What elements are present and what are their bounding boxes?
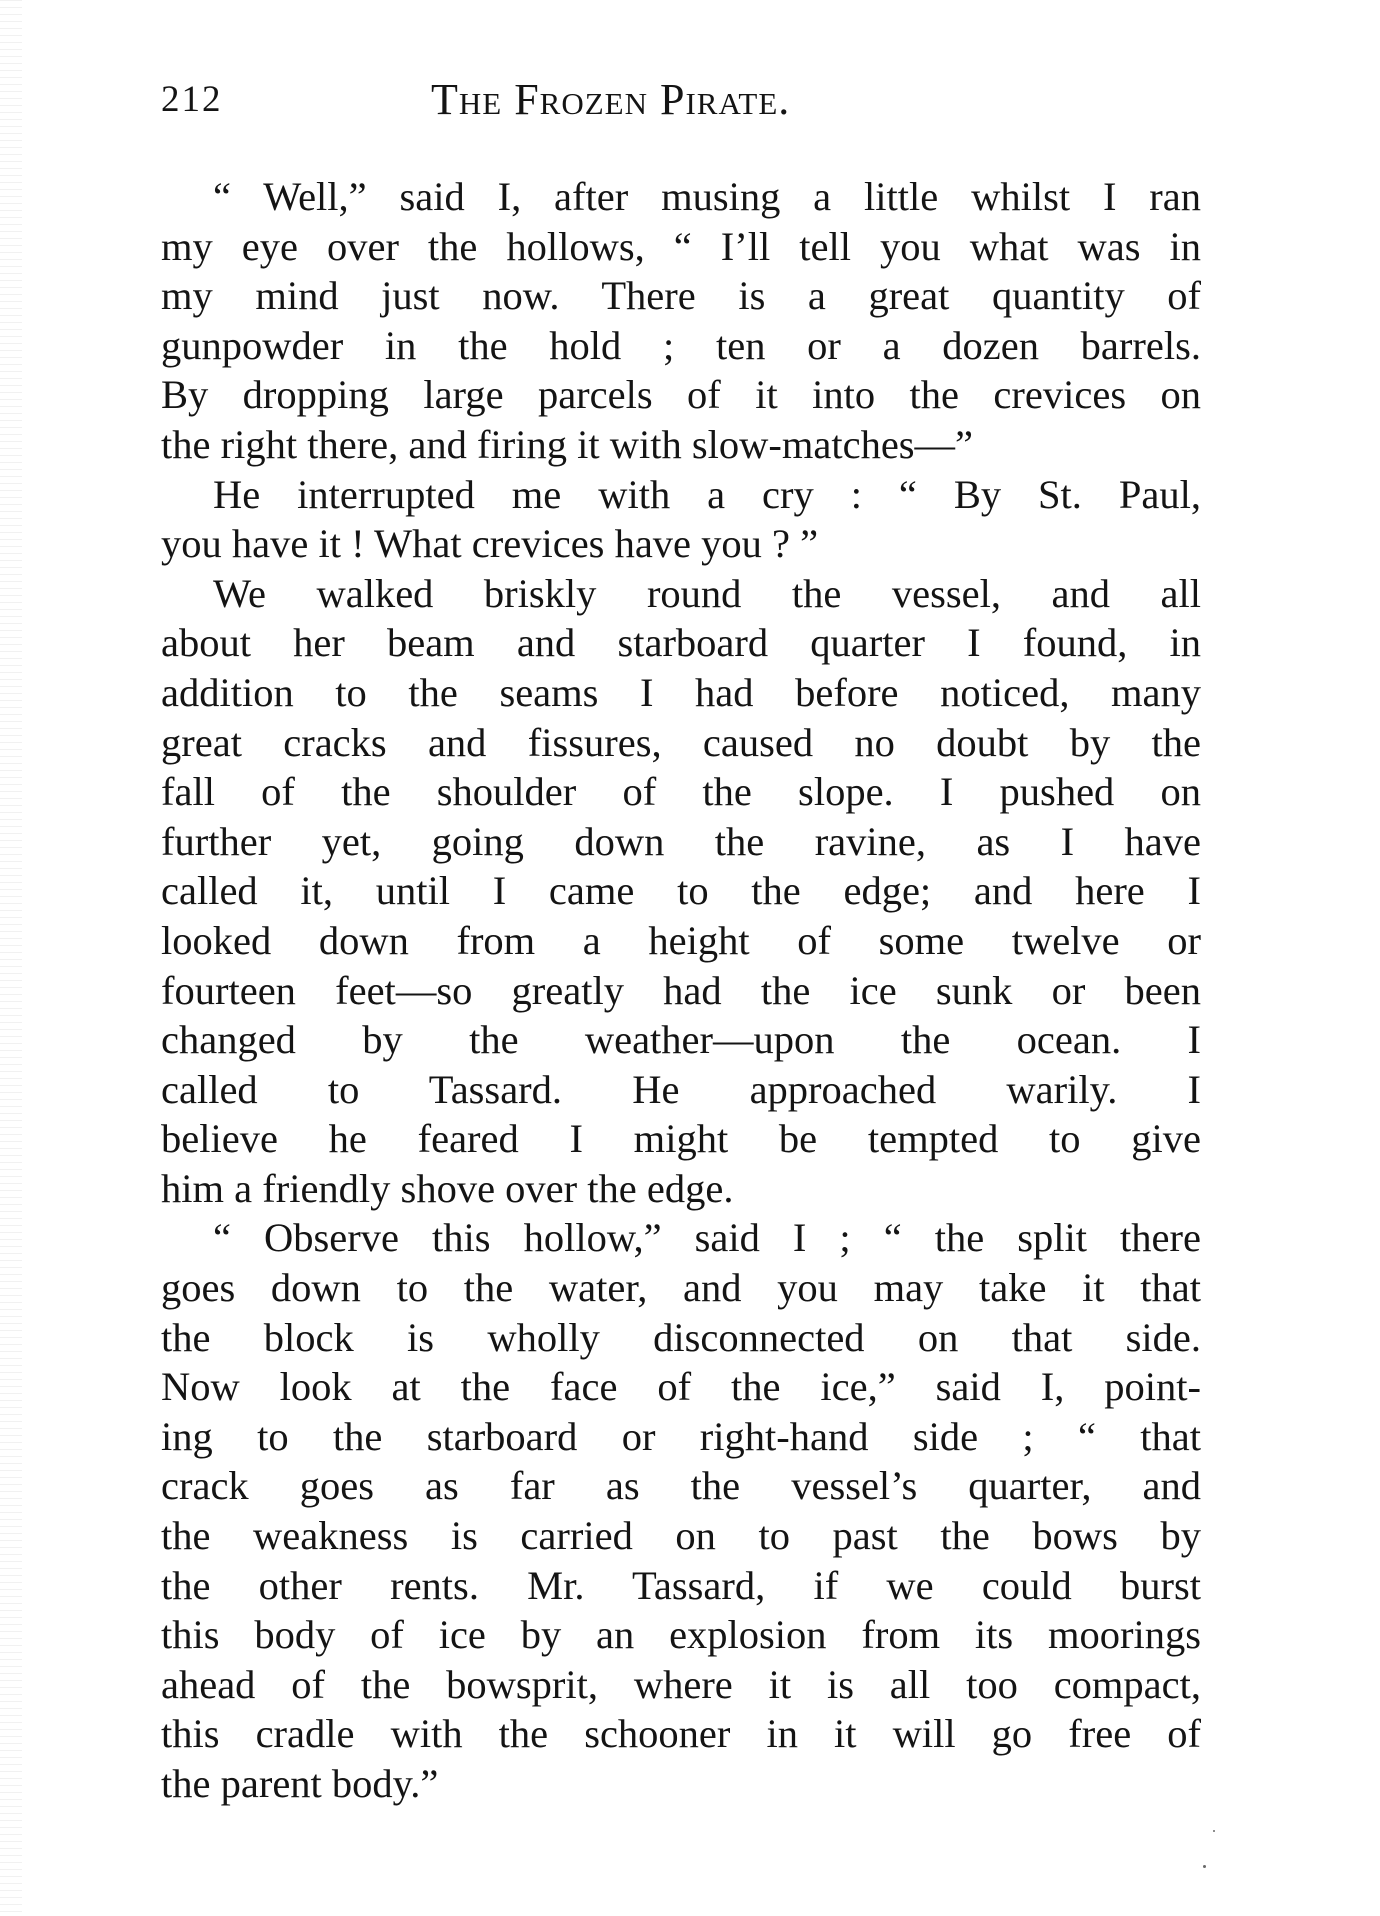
text-line: fourteen feet—so greatly had the ice sunk or been [161, 967, 1201, 1013]
text-line: fall of the shoulder of the slope. I pushed on [161, 769, 1201, 815]
text-line: about her beam and starboard quarter I found, in [161, 620, 1201, 666]
page-binding-edge [0, 0, 22, 1916]
text-line: “ Observe this hollow,” said I ; “ the split there [213, 1215, 1201, 1261]
running-title: The Frozen Pirate. [431, 75, 791, 124]
text-line: goes down to the water, and you may take it that [161, 1265, 1201, 1311]
text-line: addition to the seams I had before noticed, many [161, 669, 1201, 715]
text-line: crack goes as far as the vessel’s quarter, and [161, 1463, 1201, 1509]
text-line: ahead of the bowsprit, where it is all too compact, [161, 1661, 1201, 1707]
text-line: believe he feared I might be tempted to give [161, 1116, 1201, 1162]
text-line: this body of ice by an explosion from its moorings [161, 1612, 1201, 1658]
page-number: 212 [161, 79, 223, 120]
body-text [161, 172, 1201, 1809]
text-line: him a friendly shove over the edge. [161, 1165, 734, 1211]
text-line: the weakness is carried on to past the bows by [161, 1513, 1201, 1559]
text-line: Now look at the face of the ice,” said I, point- [161, 1364, 1201, 1410]
text-line: my mind just now. There is a great quantity of [161, 273, 1201, 319]
text-line: great cracks and fissures, caused no doubt by the [161, 719, 1201, 765]
text-line: By dropping large parcels of it into the crevices on [161, 372, 1201, 418]
text-line: you have it ! What crevices have you ? ” [161, 521, 819, 567]
text-line: We walked briskly round the vessel, and all [213, 570, 1201, 616]
text-line: the right there, and firing it with slow-matches—” [161, 421, 974, 467]
paper-speck [1213, 1830, 1215, 1832]
text-line: the other rents. Mr. Tassard, if we could burst [161, 1562, 1201, 1608]
paper-speck [1203, 1865, 1206, 1868]
text-line: changed by the weather—upon the ocean. I [161, 1017, 1201, 1063]
text-line: the block is wholly disconnected on that side. [161, 1314, 1201, 1360]
text-line: this cradle with the schooner in it will go free of [161, 1711, 1201, 1757]
text-line: called it, until I came to the edge; and here I [161, 868, 1201, 914]
text-line: “ Well,” said I, after musing a little whilst I ran [213, 174, 1201, 219]
text-line: ing to the starboard or right-hand side ; “ that [161, 1413, 1201, 1459]
page-header [161, 70, 1201, 130]
text-line: looked down from a height of some twelve or [161, 917, 1201, 963]
text-line: called to Tassard. He approached warily. I [161, 1066, 1201, 1112]
text-line: gunpowder in the hold ; ten or a dozen barrels. [161, 322, 1201, 368]
text-line: my eye over the hollows, “ I’ll tell you what was in [161, 223, 1201, 269]
text-line: the parent body.” [161, 1761, 439, 1806]
text-line: He interrupted me with a cry : “ By St. Paul, [213, 471, 1201, 517]
text-line: further yet, going down the ravine, as I have [161, 818, 1201, 864]
